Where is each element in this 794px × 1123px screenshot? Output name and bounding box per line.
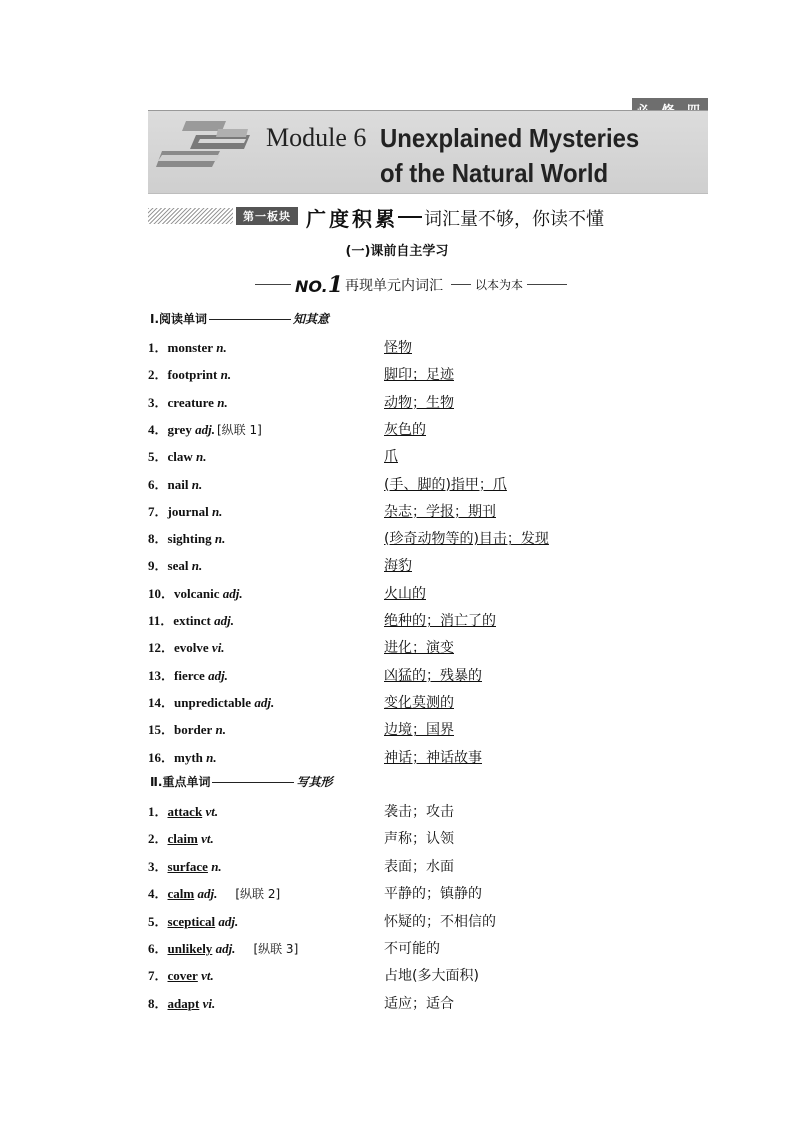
item-number: 9． (148, 558, 168, 574)
vocab-row (148, 610, 648, 632)
rule-mid (451, 284, 471, 285)
part-of-speech: adj. (215, 941, 236, 956)
vocab-word: seal (167, 558, 189, 574)
vocab-meaning: 绝种的；消亡了的 (384, 613, 496, 629)
item-number: 2． (148, 831, 168, 847)
part-of-speech: adj. (197, 886, 218, 902)
vocab-meaning: 脚印；足迹 (384, 367, 454, 384)
vocab-row (148, 856, 648, 878)
item-number: 3． (148, 858, 168, 874)
vocab-meaning: 神话；神话故事 (384, 749, 482, 766)
item-number: 3． (148, 394, 168, 410)
item-number: 13． (148, 667, 175, 683)
item-number: 7． (148, 968, 168, 984)
vocab-row (148, 446, 648, 468)
vocab-meaning: 灰色的 (384, 421, 426, 438)
section-title: 广度积累 (306, 207, 398, 231)
vocab-row (148, 911, 648, 933)
vocab-row (148, 665, 648, 687)
vocab-word: fierce (174, 667, 205, 683)
part-of-speech: adj. (254, 694, 275, 710)
vocab-meaning: 不可能的 (384, 941, 440, 957)
vocab-word: claw (167, 449, 193, 465)
vocab-meaning: (珍奇动物等的)目击；发现 (384, 531, 549, 548)
part-of-speech: n. (216, 340, 227, 355)
vocab-meaning: 海豹 (384, 558, 412, 575)
no1-sub: 以本为本 (475, 278, 524, 292)
item-number: 1． (148, 804, 168, 819)
vocab-word: evolve (174, 640, 209, 656)
cross-ref: [纵联 3] (253, 942, 299, 956)
part-of-speech: n. (211, 503, 223, 519)
part-of-speech: n. (211, 858, 222, 874)
vocab-meaning: 平静的；镇静的 (384, 886, 482, 903)
vocab-word: claim (167, 831, 198, 847)
no1-label: NO.1 (295, 272, 344, 298)
part-of-speech: n. (220, 367, 232, 383)
vocab-meaning: 声称；认领 (384, 831, 454, 848)
vocab-row (148, 883, 648, 905)
item-number: 8． (148, 995, 168, 1011)
vocab-meaning: 变化莫测的 (384, 694, 454, 711)
section-dash (398, 216, 422, 218)
vocab-row (148, 828, 648, 850)
part1-heading: Ⅰ.阅读单词 知其意 (150, 312, 330, 326)
part-of-speech: adj. (195, 421, 215, 437)
vocab-meaning: 边境；国界 (384, 722, 454, 739)
module-title-line1: Unexplained Mysteries (380, 123, 640, 153)
hatch-decoration (148, 208, 233, 224)
vocab-word: unpredictable (174, 694, 252, 710)
part-of-speech: vt. (201, 831, 214, 847)
vocab-meaning: 占地(多大面积) (384, 968, 479, 985)
item-number: 5． (148, 913, 168, 929)
vocab-word: adapt (167, 995, 200, 1011)
vocab-word: sceptical (167, 913, 216, 929)
item-number: 1． (148, 340, 168, 355)
vocab-meaning: 凶猛的；残暴的 (384, 667, 482, 684)
vocab-row (148, 474, 648, 496)
part-of-speech: n. (214, 531, 226, 547)
item-number: 4． (148, 886, 168, 902)
vocab-row (148, 583, 648, 605)
module-title (380, 121, 639, 191)
section-header (148, 204, 668, 230)
vocab-word: volcanic (174, 585, 220, 601)
part-of-speech: n. (215, 722, 227, 738)
item-number: 15． (148, 722, 175, 738)
vocab-row (148, 965, 648, 987)
item-number: 11． (148, 613, 174, 628)
module-title-line2: of the Natural World (380, 158, 609, 188)
vocab-word: grey (167, 421, 192, 437)
item-number: 8． (148, 531, 168, 547)
vocab-word: sighting (167, 531, 212, 547)
vocab-row (148, 993, 648, 1015)
part-of-speech: vt. (205, 804, 219, 819)
vocab-row (148, 555, 648, 577)
vocab-meaning: 怀疑的；不相信的 (384, 913, 496, 930)
part-of-speech: vi. (202, 995, 216, 1011)
vocab-row (148, 938, 648, 960)
vocab-word: monster (167, 340, 214, 355)
vocab-meaning: 袭击；攻击 (384, 804, 454, 820)
part-of-speech: n. (191, 476, 203, 492)
vocab-row (148, 747, 648, 769)
item-number: 14． (148, 694, 175, 710)
part-of-speech: n. (206, 749, 217, 765)
item-number: 4． (148, 421, 168, 437)
vocab-row (148, 719, 648, 741)
part-of-speech: n. (191, 558, 203, 574)
part2-heading: Ⅱ.重点单词 写其形 (150, 775, 333, 789)
subsection-title: (一)课前自主学习 (345, 244, 449, 259)
module-banner (148, 110, 708, 194)
vocab-word: border (174, 722, 213, 738)
vocab-word: myth (174, 749, 203, 765)
no1-header (255, 272, 567, 296)
section-subtitle: 词汇量不够，你读不懂 (424, 209, 604, 230)
vocab-word: cover (167, 968, 198, 984)
section-chip: 第一板块 (236, 207, 298, 225)
vocab-meaning: 怪物 (384, 340, 412, 356)
vocab-row (148, 364, 648, 386)
landscape-photos-icon (156, 121, 251, 169)
vocab-row (148, 419, 648, 441)
part-of-speech: vi. (211, 640, 225, 656)
vocab-word: unlikely (167, 941, 213, 956)
vocab-word: journal (167, 503, 209, 519)
vocab-row (148, 337, 648, 359)
vocab-meaning: 爪 (384, 449, 398, 466)
item-number: 16． (148, 749, 175, 765)
part-of-speech: adj. (222, 585, 243, 601)
vocab-word: calm (167, 886, 195, 902)
vocab-word: surface (167, 858, 208, 874)
item-number: 12． (148, 640, 175, 656)
vocab-row (148, 528, 648, 550)
vocab-word: creature (167, 394, 214, 410)
vocab-word: attack (167, 804, 203, 819)
item-number: 7． (148, 503, 168, 519)
vocab-meaning: 表面；水面 (384, 858, 454, 875)
part-of-speech: n. (196, 449, 207, 465)
part-of-speech: adj. (214, 613, 234, 628)
rule-left (255, 284, 291, 285)
cross-ref: [纵联 1] (216, 422, 262, 437)
vocab-meaning: 火山的 (384, 585, 426, 602)
item-number: 5． (148, 449, 168, 465)
item-number: 2． (148, 367, 168, 383)
part-of-speech: vt. (201, 968, 214, 984)
vocab-meaning: 进化；演变 (384, 640, 454, 657)
module-label: Module 6 (266, 123, 367, 152)
part-of-speech: adj. (218, 913, 239, 929)
vocab-row (148, 801, 648, 823)
vocab-word: nail (167, 476, 189, 492)
vocab-meaning: 杂志；学报；期刊 (384, 503, 496, 520)
vocab-row (148, 501, 648, 523)
vocab-meaning: (手、脚的)指甲；爪 (384, 476, 507, 493)
vocab-word: extinct (173, 613, 211, 628)
vocab-row (148, 637, 648, 659)
item-number: 6． (148, 476, 168, 492)
rule-right (527, 284, 567, 285)
item-number: 10． (148, 585, 175, 601)
vocab-word: footprint (167, 367, 218, 383)
vocab-meaning: 适应；适合 (384, 995, 454, 1012)
item-number: 6． (148, 941, 168, 956)
vocab-row (148, 692, 648, 714)
vocab-meaning: 动物；生物 (384, 394, 454, 411)
cross-ref: [纵联 2] (235, 887, 281, 902)
part-of-speech: adj. (208, 667, 228, 683)
vocab-row (148, 392, 648, 414)
part-of-speech: n. (217, 394, 228, 410)
no1-name: 再现单元内词汇 (345, 278, 443, 294)
